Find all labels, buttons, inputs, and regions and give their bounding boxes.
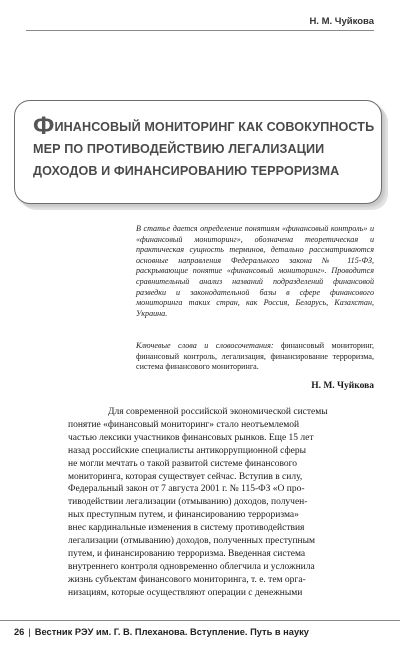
body-line: частью лексики участников финансовых рынков. Еще 15 лет	[68, 432, 314, 443]
title-line-3: ДОХОДОВ И ФИНАНСИРОВАНИЮ ТЕРРОРИЗМА	[33, 164, 340, 178]
keywords-label: Ключевые слова и словосочетания:	[136, 341, 274, 350]
body-line: понятие «финансовый мониторинг» стало неотъемлемой	[68, 419, 300, 430]
body-line: Федеральный закон от 7 августа 2001 г. № 115-ФЗ «О про-	[68, 484, 305, 495]
title-line-1-text: ИНАНСОВЫЙ МОНИТОРИНГ КАК СОВОКУПНОСТЬ	[54, 120, 375, 134]
body-line: тиводействии легализации (отмыванию) доходов, получен-	[68, 497, 308, 508]
page-number: 26	[14, 627, 25, 637]
article-keywords	[136, 341, 374, 373]
body-line: мониторинга, которая существует сейчас. Вступив в силу,	[68, 471, 303, 482]
body-line: низациям, которые осуществляют операции с денежными	[68, 587, 303, 598]
page-footer	[14, 627, 309, 637]
article-author: Н. М. Чуйкова	[311, 381, 374, 391]
article-abstract: В статье дается определение понятиям «финансовый контроль» и «финансовый мониторинг», обозначена теоретическая и практическая сущность терминов, детально рассматриваются основные направления Федерального закона № 115-ФЗ, раскрывающие понятие «финансовый мониторинг». Проводится сравнительный анализ названий подразделений финансовой разведки и законодательной базы в сфере финансового мониторинга таких стран, как Россия, Беларусь, Казахстан, Украина.	[136, 224, 374, 318]
body-line: путем, и финансированию терроризма. Введенная система	[68, 548, 306, 559]
title-drop-cap: Ф	[33, 112, 55, 140]
body-line: жизнь субъектам финансового мониторинга, т. е. тем орга-	[68, 574, 306, 585]
body-line: внес кардинальные изменения в систему противодействия	[68, 523, 305, 534]
article-body	[68, 406, 374, 600]
footer-divider	[0, 620, 400, 621]
keywords-text: финансовый мониторинг, финансовый контроль, легализация, финансирование терроризма, система финансового мониторинга.	[136, 341, 374, 372]
body-line: не могли мечтать о такой развитой системе финансового	[68, 458, 298, 469]
title-line-2: МЕР ПО ПРОТИВОДЕЙСТВИЮ ЛЕГАЛИЗАЦИИ	[33, 142, 325, 156]
body-line: внутреннего контроля одновременно облегчила и усложнила	[68, 561, 315, 572]
footer-separator: |	[28, 627, 31, 637]
body-line: ных преступным путем, и финансированию терроризма»	[68, 510, 299, 521]
running-header-author: Н. М. Чуйкова	[309, 16, 374, 27]
body-line: легализации (отмыванию) доходов, полученных преступным	[68, 536, 316, 547]
title-line-1	[33, 112, 375, 140]
body-line: Для современной российской экономической системы	[108, 407, 328, 417]
article-title-box	[14, 100, 382, 204]
header-divider	[26, 30, 374, 31]
body-line: назад российские специалисты антикоррупционной сферы	[68, 445, 307, 456]
journal-name: Вестник РЭУ им. Г. В. Плеханова. Вступление. Путь в науку	[34, 627, 309, 637]
